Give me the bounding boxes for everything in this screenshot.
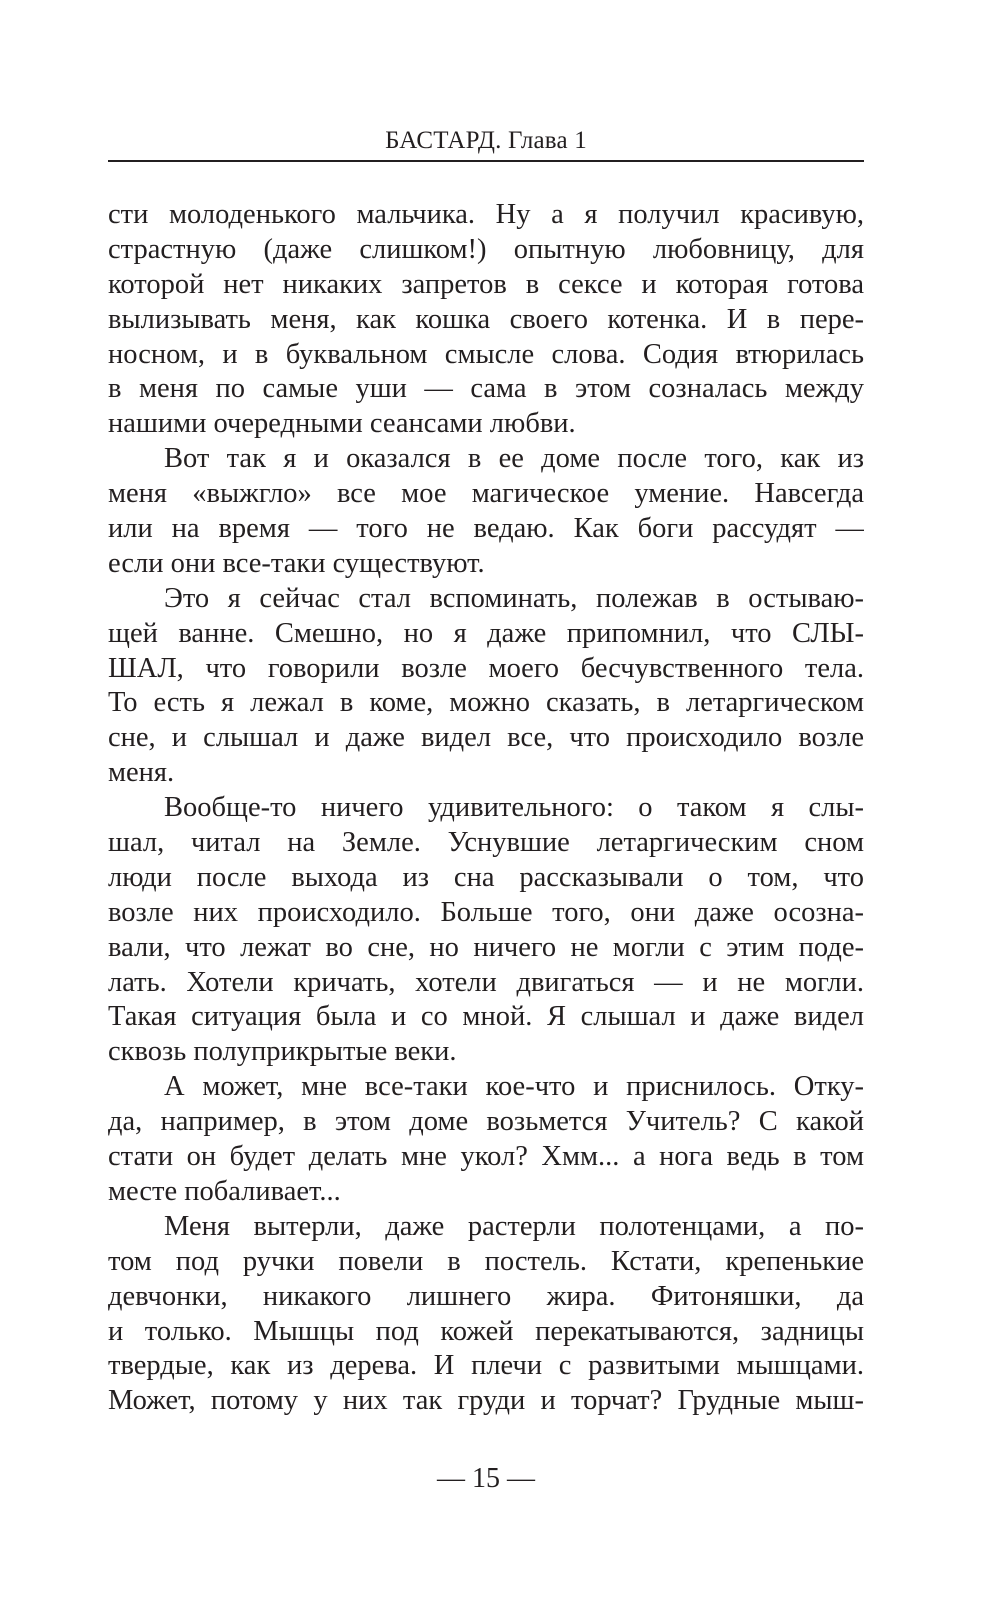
- text-line: люди после выхода из сна рассказывали о том, что: [108, 861, 864, 893]
- text-line: стати он будет делать мне укол? Хмм... а нога ведь в том: [108, 1141, 864, 1173]
- text-line: твердые, как из дерева. И плечи с развитыми мышцами.: [108, 1350, 864, 1382]
- page-number: — 15 —: [437, 1463, 535, 1494]
- running-head-title: БАСТАРД. Глава 1: [385, 127, 587, 154]
- text-line: носном, и в буквальном смысле слова. Содия втюрилась: [108, 338, 864, 370]
- text-line: меня.: [108, 757, 175, 789]
- text-line: меня «выжгло» все мое магическое умение. Навсегда: [108, 478, 864, 510]
- body-text: [108, 198, 864, 1419]
- text-line: Может, потому у них так груди и торчат? Грудные мыш-: [108, 1385, 864, 1417]
- text-line: ШАЛ, что говорили возле моего бесчувственного тела.: [108, 652, 864, 684]
- text-line: вали, что лежат во сне, но ничего не могли с этим поде-: [108, 931, 864, 963]
- text-line: да, например, в этом доме возьмется Учитель? С какой: [108, 1106, 864, 1138]
- text-line: Вообще-то ничего удивительного: о таком я слы-: [164, 792, 864, 824]
- text-line: в меня по самые уши — сама в этом созналась между: [108, 373, 864, 405]
- text-line: сне, и слышал и даже видел все, что происходило возле: [108, 722, 864, 754]
- text-line: Вот так я и оказался в ее доме после того, как из: [164, 443, 864, 475]
- text-line: возле них происходило. Больше того, они даже осозна-: [108, 896, 864, 928]
- text-line: Меня вытерли, даже растерли полотенцами, а по-: [164, 1210, 864, 1242]
- text-line: том под ручки повели в постель. Кстати, крепенькие: [108, 1245, 864, 1277]
- text-line: шал, читал на Земле. Уснувшие летаргическим сном: [108, 827, 864, 859]
- text-line: которой нет никаких запретов в сексе и которая готова: [108, 268, 864, 300]
- text-line: страстную (даже слишком!) опытную любовницу, для: [108, 233, 864, 265]
- text-line: вылизывать меня, как кошка своего котенка. И в пере-: [108, 303, 864, 335]
- text-line: А может, мне все-таки кое-что и приснилось. Отку-: [164, 1071, 864, 1103]
- text-line: Такая ситуация была и со мной. Я слышал и даже видел: [108, 1001, 864, 1033]
- text-line: если они все-таки существуют.: [108, 547, 485, 579]
- text-line: месте побаливает...: [108, 1175, 341, 1207]
- text-line: девчонки, никакого лишнего жира. Фитоняшки, да: [108, 1280, 864, 1312]
- text-line: То есть я лежал в коме, можно сказать, в летаргическом: [108, 687, 864, 719]
- text-line: сти молоденького мальчика. Ну а я получил красивую,: [108, 199, 864, 230]
- text-line: сквозь полуприкрытые веки.: [108, 1036, 457, 1068]
- text-line: щей ванне. Смешно, но я даже припомнил, что СЛЫ-: [108, 617, 864, 649]
- text-line: Это я сейчас стал вспоминать, полежав в остываю-: [164, 582, 864, 614]
- header-rule: [108, 160, 864, 162]
- text-line: или на время — того не ведаю. Как боги рассудят —: [108, 513, 864, 545]
- text-line: нашими очередными сеансами любви.: [108, 408, 576, 440]
- text-line: лать. Хотели кричать, хотели двигаться — и не могли.: [108, 966, 864, 998]
- text-line: и только. Мышцы под кожей перекатываются, задницы: [108, 1315, 864, 1347]
